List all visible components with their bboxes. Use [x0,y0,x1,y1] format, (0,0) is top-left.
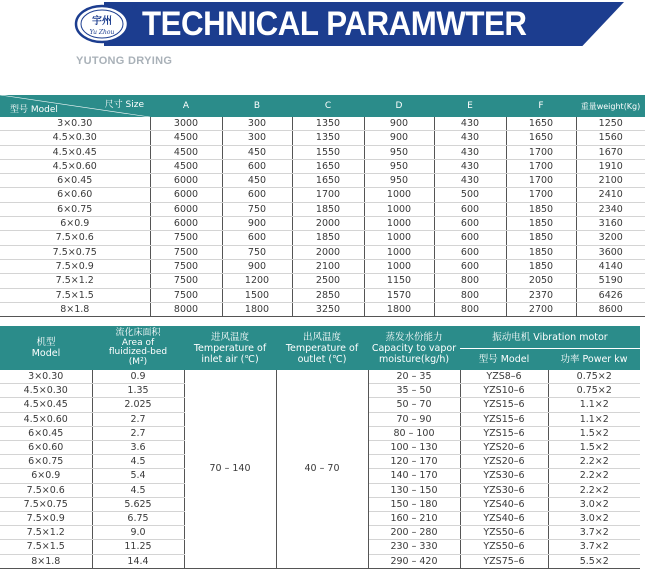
table-cell: 2000 [292,217,364,231]
model-cell: 6×0.45 [0,174,150,188]
model-cell: 6×0.60 [0,188,150,202]
table-cell: 1700 [506,159,576,173]
table-cell: 1560 [576,131,645,145]
table-cell: 1650 [506,131,576,145]
motor-power-cell: 0.75×2 [548,384,640,398]
table-cell: 430 [434,159,506,173]
table-cell: 750 [222,245,292,259]
table-cell: 450 [222,145,292,159]
table-cell: 2500 [292,274,364,288]
table-cell: 5190 [576,274,645,288]
table-cell: 1250 [576,117,645,131]
table-cell: 7500 [150,274,222,288]
table-cell: 1850 [506,217,576,231]
table-cell: 750 [222,202,292,216]
performance-body [0,370,640,568]
inlet-temp-cell: 70 – 140 [184,370,276,568]
table-cell: 3000 [150,117,222,131]
area-cell: 2.7 [92,412,184,426]
motor-model-cell: YZS15–6 [460,426,548,440]
area-cell: 5.625 [92,497,184,511]
table-cell: 950 [364,174,434,188]
area-cell: 2.025 [92,398,184,412]
table-row [0,145,645,159]
table-cell: 1650 [292,174,364,188]
col-header: E [434,95,506,117]
area-cell: 5.4 [92,469,184,483]
table-cell: 800 [434,274,506,288]
capacity-cell: 160 – 210 [368,512,460,526]
area-cell: 2.7 [92,426,184,440]
motor-power-cell: 1.1×2 [548,412,640,426]
motor-model-cell: YZS15–6 [460,412,548,426]
motor-power-cell: 2.2×2 [548,469,640,483]
model-cell: 7.5×1.5 [0,540,92,554]
table-cell: 1000 [364,217,434,231]
motor-power-cell: 5.5×2 [548,554,640,568]
area-cell: 9.0 [92,526,184,540]
table-cell: 450 [222,174,292,188]
table-cell: 1500 [222,288,292,302]
table-cell: 8600 [576,302,645,316]
table-cell: 900 [364,117,434,131]
corner-cell [0,95,150,117]
table-cell: 1850 [292,231,364,245]
table-row [0,231,645,245]
model-cell: 6×0.9 [0,469,92,483]
table-cell: 2100 [292,259,364,273]
table-cell: 1350 [292,117,364,131]
logo-emblem-icon [74,4,130,44]
table-cell: 7500 [150,288,222,302]
model-cell: 4.5×0.60 [0,159,150,173]
table-cell: 900 [222,259,292,273]
table-cell: 1650 [292,159,364,173]
motor-power-cell: 1.5×2 [548,426,640,440]
area-cell: 4.5 [92,483,184,497]
table-cell: 600 [434,231,506,245]
table-cell: 900 [222,217,292,231]
col-header: A [150,95,222,117]
table-row [0,370,640,384]
table-cell: 1650 [506,117,576,131]
table-cell: 8000 [150,302,222,316]
capacity-cell: 130 – 150 [368,483,460,497]
table-cell: 7500 [150,259,222,273]
company-logo [74,2,139,44]
capacity-cell: 35 – 50 [368,384,460,398]
motor-power-cell: 2.2×2 [548,455,640,469]
model-cell: 8×1.8 [0,302,150,316]
corner-model-label: 型号 Model [10,105,58,115]
table-row [0,159,645,173]
table-cell: 1850 [506,245,576,259]
table-cell: 1850 [506,231,576,245]
table-cell: 430 [434,174,506,188]
table-cell: 7500 [150,245,222,259]
table-cell: 6426 [576,288,645,302]
table-cell: 950 [364,145,434,159]
model-cell: 4.5×0.30 [0,384,92,398]
motor-model-cell: YZS40–6 [460,512,548,526]
model-cell: 3×0.30 [0,370,92,384]
table-row [0,259,645,273]
model-cell: 6×0.9 [0,217,150,231]
table-row [0,117,645,131]
table-row [0,274,645,288]
table-cell: 600 [222,159,292,173]
capacity-cell: 80 – 100 [368,426,460,440]
outlet-temp-cell: 40 – 70 [276,370,368,568]
header-outlet-temp: 出风温度 Temperature of outlet (℃) [276,326,368,370]
table-row [0,202,645,216]
table-cell: 600 [222,231,292,245]
motor-power-cell: 1.1×2 [548,398,640,412]
motor-model-cell: YZS30–6 [460,469,548,483]
model-cell: 4.5×0.45 [0,398,92,412]
model-cell: 6×0.75 [0,455,92,469]
table-cell: 600 [434,259,506,273]
table-row [0,245,645,259]
area-cell: 11.25 [92,540,184,554]
model-cell: 8×1.8 [0,554,92,568]
model-cell: 7.5×1.5 [0,288,150,302]
motor-model-cell: YZS20–6 [460,455,548,469]
header-banner [70,0,650,50]
motor-power-cell: 0.75×2 [548,370,640,384]
motor-model-cell: YZS10–6 [460,384,548,398]
table-cell: 4140 [576,259,645,273]
motor-model-cell: YZS75–6 [460,554,548,568]
table-cell: 6000 [150,188,222,202]
table-cell: 7500 [150,231,222,245]
table-cell: 3600 [576,245,645,259]
table-row [0,131,645,145]
table-row [0,174,645,188]
table-cell: 600 [434,202,506,216]
corner-size-label: 尺寸 Size [104,100,144,110]
table-cell: 4500 [150,159,222,173]
area-cell: 3.6 [92,441,184,455]
registered-mark: ® [132,2,139,12]
model-cell: 7.5×1.2 [0,526,92,540]
table-cell: 3200 [576,231,645,245]
model-cell: 4.5×0.30 [0,131,150,145]
table-cell: 2850 [292,288,364,302]
performance-table [0,326,640,569]
header-area: 流化床面积 Area of fluidized-bed (M²) [92,326,184,370]
table-cell: 1000 [364,202,434,216]
col-header-weight: 重量weight(Kg) [576,95,645,117]
header-model: 机型 Model [0,326,92,370]
table-cell: 1550 [292,145,364,159]
table-cell: 1000 [364,245,434,259]
table-cell: 1350 [292,131,364,145]
motor-model-cell: YZS8–6 [460,370,548,384]
table-cell: 2100 [576,174,645,188]
dimensions-body [0,117,645,317]
area-cell: 6.75 [92,512,184,526]
table-cell: 600 [434,217,506,231]
table-cell: 1000 [364,188,434,202]
header-vibration-motor: 振动电机 Vibration motor [460,326,640,349]
table-cell: 2410 [576,188,645,202]
col-header: B [222,95,292,117]
motor-power-cell: 3.0×2 [548,512,640,526]
table-cell: 1700 [506,145,576,159]
table-cell: 1800 [364,302,434,316]
table-cell: 1700 [506,174,576,188]
capacity-cell: 70 – 90 [368,412,460,426]
table-cell: 500 [434,188,506,202]
motor-model-cell: YZS30–6 [460,483,548,497]
header-capacity: 蒸发水份能力 Capacity to vapor moisture(kg/h) [368,326,460,370]
model-cell: 6×0.75 [0,202,150,216]
table-cell: 2370 [506,288,576,302]
motor-model-cell: YZS20–6 [460,441,548,455]
table-cell: 1000 [364,259,434,273]
area-cell: 1.35 [92,384,184,398]
logo-cn-text: 宇州 [92,16,112,27]
table-cell: 1200 [222,274,292,288]
capacity-cell: 120 – 170 [368,455,460,469]
table-cell: 900 [364,131,434,145]
model-cell: 7.5×0.6 [0,231,150,245]
header-motor-power: 功率 Power kw [548,349,640,371]
area-cell: 14.4 [92,554,184,568]
table-cell: 1570 [364,288,434,302]
table-cell: 4500 [150,145,222,159]
table-cell: 430 [434,131,506,145]
model-cell: 7.5×0.9 [0,512,92,526]
table-cell: 1910 [576,159,645,173]
brand-name: YUTONG DRYING [76,55,173,67]
table-cell: 6000 [150,202,222,216]
table-row [0,302,645,316]
table-row [0,188,645,202]
table-cell: 6000 [150,174,222,188]
table-cell: 3250 [292,302,364,316]
table-cell: 1000 [364,231,434,245]
model-cell: 7.5×1.2 [0,274,150,288]
table-cell: 600 [434,245,506,259]
header-inlet-temp: 进风温度 Temperature of inlet air (℃) [184,326,276,370]
table-cell: 950 [364,159,434,173]
motor-model-cell: YZS40–6 [460,497,548,511]
motor-power-cell: 3.0×2 [548,497,640,511]
table-cell: 800 [434,302,506,316]
col-header: D [364,95,434,117]
table-cell: 1700 [292,188,364,202]
table-cell: 300 [222,131,292,145]
model-cell: 7.5×0.9 [0,259,150,273]
col-header: C [292,95,364,117]
table-cell: 2340 [576,202,645,216]
motor-model-cell: YZS50–6 [460,540,548,554]
table-cell: 4500 [150,131,222,145]
model-cell: 4.5×0.45 [0,145,150,159]
table-cell: 1850 [292,202,364,216]
dimensions-header-row [0,95,645,117]
table-row [0,217,645,231]
table-cell: 1670 [576,145,645,159]
capacity-cell: 200 – 280 [368,526,460,540]
table-cell: 1850 [506,202,576,216]
model-cell: 7.5×0.75 [0,497,92,511]
table-row [0,288,645,302]
performance-header-row [0,326,640,349]
table-cell: 1150 [364,274,434,288]
model-cell: 6×0.60 [0,441,92,455]
area-cell: 0.9 [92,370,184,384]
capacity-cell: 290 – 420 [368,554,460,568]
table-cell: 1700 [506,188,576,202]
model-cell: 7.5×0.6 [0,483,92,497]
capacity-cell: 150 – 180 [368,497,460,511]
dimensions-table [0,95,645,317]
motor-power-cell: 2.2×2 [548,483,640,497]
motor-power-cell: 1.5×2 [548,441,640,455]
capacity-cell: 50 – 70 [368,398,460,412]
motor-power-cell: 3.7×2 [548,526,640,540]
logo-sub-text: Yu Zhou [89,29,115,36]
area-cell: 4.5 [92,455,184,469]
model-cell: 7.5×0.75 [0,245,150,259]
motor-model-cell: YZS15–6 [460,398,548,412]
table-cell: 600 [222,188,292,202]
table-cell: 430 [434,145,506,159]
header-motor-model: 型号 Model [460,349,548,371]
capacity-cell: 230 – 330 [368,540,460,554]
table-cell: 300 [222,117,292,131]
table-cell: 2700 [506,302,576,316]
capacity-cell: 20 – 35 [368,370,460,384]
table-cell: 800 [434,288,506,302]
capacity-cell: 140 – 170 [368,469,460,483]
model-cell: 4.5×0.60 [0,412,92,426]
model-cell: 6×0.45 [0,426,92,440]
motor-model-cell: YZS50–6 [460,526,548,540]
capacity-cell: 100 – 130 [368,441,460,455]
page-title: TECHNICAL PARAMWTER [142,5,527,43]
model-cell: 3×0.30 [0,117,150,131]
table-cell: 6000 [150,217,222,231]
table-cell: 1850 [506,259,576,273]
table-cell: 2050 [506,274,576,288]
table-cell: 1800 [222,302,292,316]
col-header: F [506,95,576,117]
motor-power-cell: 3.7×2 [548,540,640,554]
table-cell: 430 [434,117,506,131]
table-cell: 2000 [292,245,364,259]
table-cell: 3160 [576,217,645,231]
